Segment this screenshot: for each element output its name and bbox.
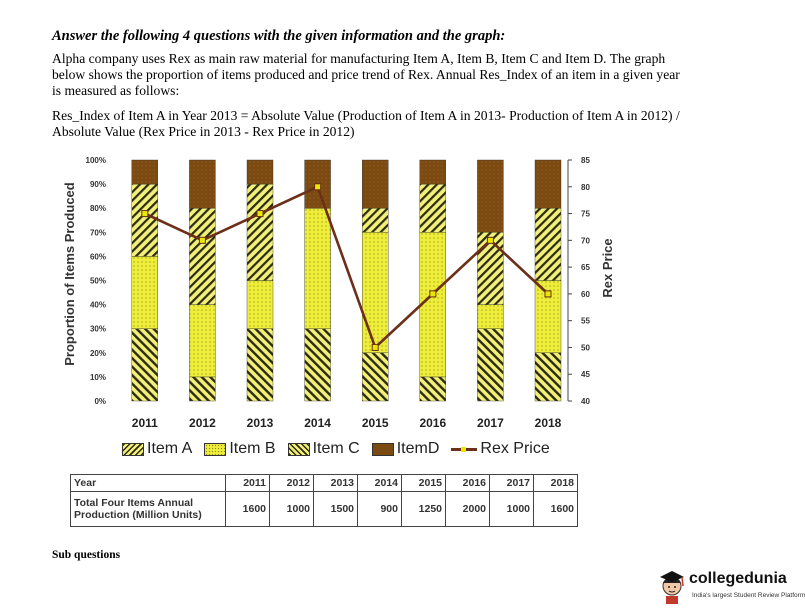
logo-tagline: India's largest Student Review Platform [692,592,805,599]
bar-segment [132,329,158,401]
bar-segment [132,184,158,256]
y-tick-label: 90% [89,180,106,190]
legend-label: Item A [147,440,193,457]
rex-price-point [372,344,378,350]
collegedunia-logo[interactable] [656,564,805,608]
year-cell: 2014 [358,475,402,492]
y2-tick-label: 75 [581,209,590,219]
stacked-bar-chart [56,148,616,468]
bar-segment [305,329,331,401]
rex-price-point [545,291,551,297]
bar-segment [362,232,388,352]
item-d-swatch [372,443,394,456]
y2-tick-label: 70 [581,236,590,246]
legend-item-c [288,440,360,458]
rex-price-swatch [451,448,477,451]
y-axis-title: Proportion of Items Produced [62,182,77,366]
production-table [70,474,578,527]
y-tick-label: 40% [89,300,106,310]
legend-label: Item B [229,440,276,457]
table-value-row [71,492,578,527]
y2-tick-label: 85 [581,156,590,165]
y-tick-label: 30% [89,324,106,334]
production-cell: 900 [358,492,402,527]
y2-axis-ticks [568,156,590,406]
production-cell: 1000 [490,492,534,527]
y-tick-label: 100% [85,156,106,165]
logo-name: collegedunia [689,570,787,587]
bar-segment [477,305,503,329]
legend-label: Rex Price [480,440,550,457]
y-tick-label: 0% [94,397,106,406]
bar-segment [420,377,446,401]
bar-segment [477,160,503,232]
intro-paragraph: Alpha company uses Rex as main raw material for manufacturing Item A, Item B, Item C and Item D. The graph below shows the proportion of items produced and price trend of Rex. Annual Res_Index of an item in a given year is measured as follows: [52,51,680,98]
y-tick-label: 80% [89,204,106,214]
production-cell: 1000 [270,492,314,527]
y-tick-label: 50% [89,276,106,286]
res-index-definition: Res_Index of Item A in Year 2013 = Absolute Value (Production of Item A in 2013- Production of Item A in 2012) / Absolute Value (Rex Price in 2013 - Rex Price in 2012) [52,108,680,139]
rex-price-point [257,211,263,217]
bar-segment [477,329,503,401]
bar-segment [362,353,388,401]
sub-questions-label: Sub questions [52,549,121,561]
question-heading: Answer the following 4 questions with the given information and the graph: [52,28,506,44]
production-cell: 2000 [446,492,490,527]
year-cell: 2012 [270,475,314,492]
y2-tick-label: 65 [581,263,590,273]
bar-segment [189,208,215,304]
production-cell: 1600 [226,492,270,527]
y-axis-ticks [86,156,106,406]
legend-label: Item C [312,440,360,457]
y-tick-label: 20% [89,348,106,358]
bar-segment [535,353,561,401]
bar-stacks [132,160,561,401]
year-cell: 2017 [490,475,534,492]
year-cell: 2016 [446,475,490,492]
bar-segment [420,160,446,184]
y2-tick-label: 80 [581,182,590,192]
item-b-swatch [204,443,226,456]
x-tick-label: 2013 [246,416,274,430]
bar-segment [132,160,158,184]
x-tick-label: 2014 [304,416,331,430]
year-cell: 2018 [534,475,578,492]
y-tick-label: 70% [89,228,106,238]
bar-segment [247,184,273,280]
production-cell: 1600 [534,492,578,527]
production-cell: 1500 [314,492,358,527]
bar-segment [189,377,215,401]
production-cell: 1250 [402,492,446,527]
y-tick-label: 10% [89,372,106,382]
year-cell: 2013 [314,475,358,492]
year-cell: 2011 [226,475,270,492]
x-tick-label: 2018 [534,416,562,430]
bar-segment [420,184,446,232]
graduate-avatar-icon [656,566,688,606]
chart-svg [56,148,616,438]
table-header-row [71,475,578,492]
y2-tick-label: 40 [581,397,590,406]
y2-tick-label: 50 [581,343,590,353]
year-header: Year [71,475,226,492]
rex-price-point [315,184,321,190]
item-a-swatch [122,443,144,456]
x-axis-ticks [132,416,562,430]
bar-segment [189,305,215,377]
x-tick-label: 2016 [419,416,447,430]
production-label: Total Four Items Annual Production (Million Units) [71,492,226,527]
y2-axis-title: Rex Price [600,238,615,298]
bar-segment [247,160,273,184]
y-tick-label: 60% [89,252,106,262]
legend-item-d [372,440,440,458]
legend-item-b [204,440,275,458]
bar-segment [362,160,388,208]
x-tick-label: 2017 [477,416,504,430]
bar-segment [305,208,331,329]
legend-rex-price [451,440,549,458]
rex-price-point [487,237,493,243]
y2-tick-label: 45 [581,370,590,380]
x-tick-label: 2011 [131,416,158,430]
bar-segment [247,329,273,401]
item-c-swatch [288,443,310,456]
bar-segment [189,160,215,208]
x-tick-label: 2015 [361,416,389,430]
rex-price-point [142,211,148,217]
x-tick-label: 2012 [189,416,216,430]
rex-price-point [199,237,205,243]
bar-segment [132,256,158,328]
bar-segment [535,160,561,208]
bar-segment [420,232,446,377]
chart-legend [122,440,550,458]
y2-tick-label: 55 [581,316,590,326]
rex-price-point [430,291,436,297]
legend-item-a [122,440,192,458]
legend-label: ItemD [396,440,440,457]
bar-segment [362,208,388,232]
year-cell: 2015 [402,475,446,492]
y2-tick-label: 60 [581,289,590,299]
bar-segment [535,208,561,280]
bar-segment [247,281,273,329]
